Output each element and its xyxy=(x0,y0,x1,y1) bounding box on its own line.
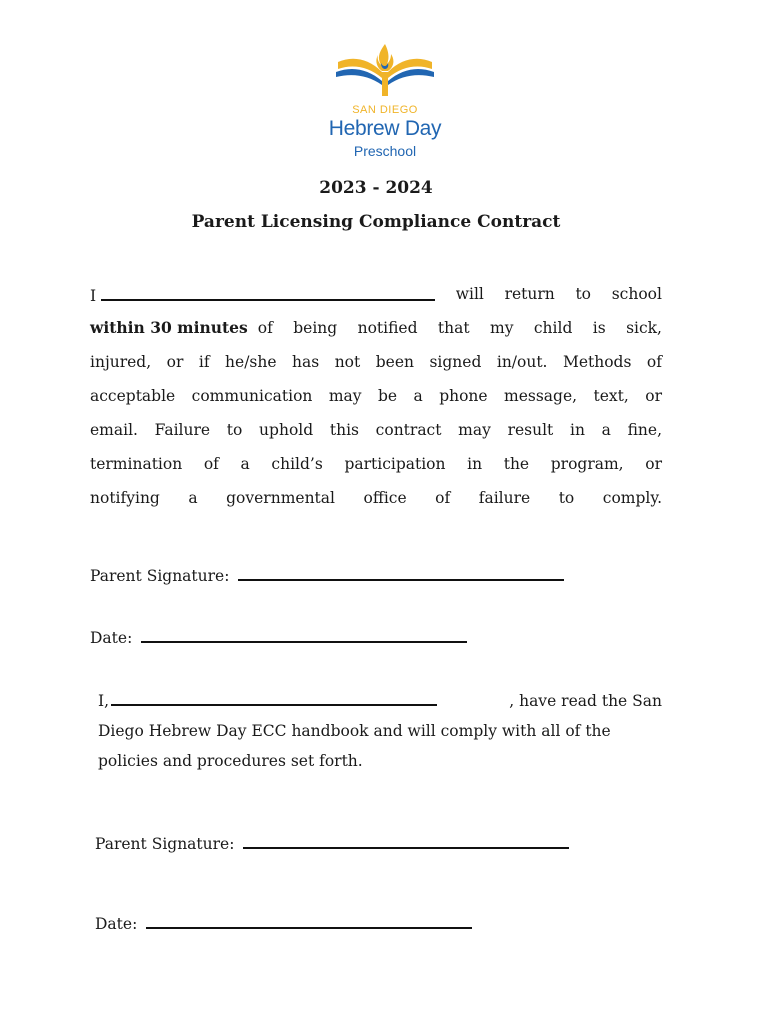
document-title: Parent Licensing Compliance Contract xyxy=(191,212,561,232)
school-year: 2023 - 2024 xyxy=(319,178,433,198)
handbook-suffix: , have read the San xyxy=(509,692,662,710)
contract-paragraph xyxy=(90,282,662,520)
contract-text: injured, or if he/she has not been signed in/out. Methods of xyxy=(90,353,662,371)
handbook-line-2: Diego Hebrew Day ECC handbook and will comply with all of the xyxy=(98,722,611,740)
parent-signature-label: Parent Signature: xyxy=(90,567,230,585)
contract-word: return xyxy=(504,285,555,303)
contract-text: email. Failure to uphold this contract may result in a fine, xyxy=(90,421,662,439)
date-blank[interactable] xyxy=(141,624,467,643)
contract-word: school xyxy=(611,285,662,303)
contract-line-3 xyxy=(90,350,662,384)
handbook-prefix: I, xyxy=(98,692,110,710)
contract-line-6 xyxy=(90,452,662,486)
date-field-1 xyxy=(90,624,467,647)
parent-name-blank[interactable] xyxy=(101,282,435,301)
contract-line-1 xyxy=(90,282,662,316)
handbook-line-3: policies and procedures set forth. xyxy=(98,752,363,770)
contract-text: acceptable communication may be a phone message, text, or xyxy=(90,387,662,405)
contract-line-4 xyxy=(90,384,662,418)
contract-emphasis: within 30 minutes xyxy=(90,318,248,337)
date-label: Date: xyxy=(90,629,133,647)
parent-signature-blank[interactable] xyxy=(243,830,569,849)
contract-line-5 xyxy=(90,418,662,452)
contract-text: notifying a governmental office of failure to comply. xyxy=(90,489,662,507)
date-label: Date: xyxy=(95,915,138,933)
parent-signature-blank[interactable] xyxy=(238,562,564,581)
contract-line-7 xyxy=(90,486,662,520)
parent-signature-field-2 xyxy=(95,830,569,853)
parent-signature-field-1 xyxy=(90,562,564,585)
logo-city-text: SAN DIEGO xyxy=(352,104,418,116)
contract-word: will xyxy=(455,285,484,303)
date-field-2 xyxy=(95,910,472,933)
date-blank[interactable] xyxy=(146,910,472,929)
contract-line-2 xyxy=(90,316,662,350)
contract-text: of being notified that my child is sick, xyxy=(257,319,662,337)
contract-word: I xyxy=(90,287,97,305)
logo-name-text: Hebrew Day xyxy=(328,117,442,140)
logo-preschool-text: Preschool xyxy=(353,143,417,159)
handbook-line-1 xyxy=(98,686,662,716)
contract-word: to xyxy=(575,285,592,303)
parent-signature-label: Parent Signature: xyxy=(95,835,235,853)
book-flame-logo-icon xyxy=(332,38,438,100)
handbook-name-blank[interactable] xyxy=(111,687,437,706)
handbook-acknowledgment xyxy=(98,686,662,776)
contract-text: termination of a child’s participation in the program, or xyxy=(90,455,662,473)
school-logo xyxy=(310,38,460,163)
